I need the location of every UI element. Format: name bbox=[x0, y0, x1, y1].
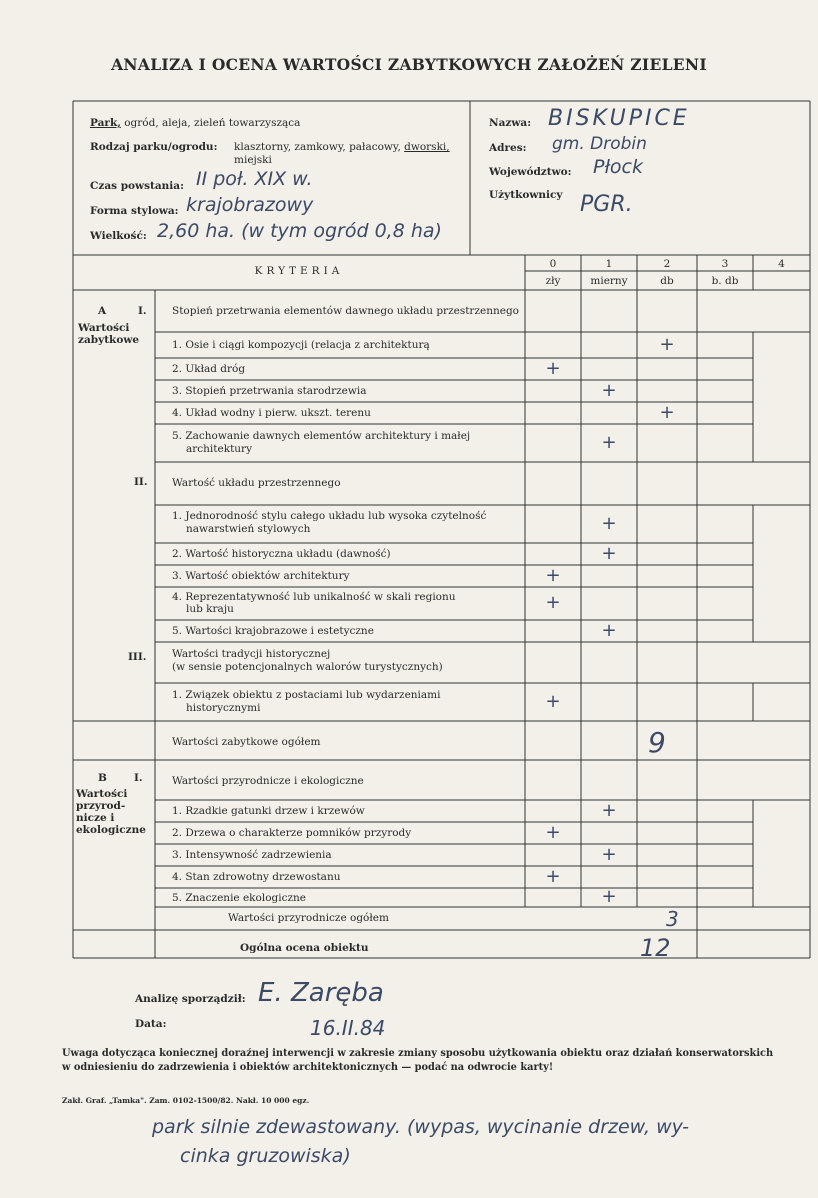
wojewodztwo-value: Płock bbox=[593, 156, 643, 178]
score-mark: + bbox=[545, 358, 561, 379]
park-type-park: Park, bbox=[90, 117, 121, 129]
b-total-value: 3 bbox=[666, 907, 679, 931]
row-8-label: 4. Reprezentatywność lub unikalność w skali regionu bbox=[172, 591, 456, 603]
park-type-rest: ogród, aleja, zieleń towarzysząca bbox=[124, 117, 301, 129]
uzytkownicy-label: Użytkownicy bbox=[489, 189, 563, 201]
group-a3-line1: Wartości tradycji historycznej bbox=[172, 648, 331, 660]
a-total-label: Wartości zabytkowe ogółem bbox=[172, 736, 321, 748]
data-value: 16.II.84 bbox=[310, 1016, 386, 1040]
row-10-label: 1. Związek obiektu z postaciami lub wydarzeniami bbox=[172, 689, 441, 701]
overall-value: 12 bbox=[640, 934, 671, 962]
czas-label: Czas powstania: bbox=[90, 180, 184, 192]
row-5-label: 1. Jednorodność stylu całego układu lub wysoka czytelność bbox=[172, 510, 487, 522]
row-14-label: 4. Stan zdrowotny drzewostanu bbox=[172, 871, 341, 883]
row-4-label2: architektury bbox=[186, 443, 253, 455]
notice-line1: Uwaga dotycząca koniecznej doraźnej interwencji w zakresie zmiany sposobu użytkowania obiektu oraz działań konserwatorskich bbox=[62, 1048, 774, 1059]
score-mark: + bbox=[601, 844, 617, 865]
score-mark: + bbox=[601, 543, 617, 564]
col-4-num: 4 bbox=[778, 258, 785, 270]
score-mark: + bbox=[601, 800, 617, 821]
col-1-num: 1 bbox=[605, 258, 613, 270]
score-mark: + bbox=[601, 620, 617, 641]
hand-note-line1: park silnie zdewastowany. (wypas, wycinanie drzew, wy- bbox=[152, 1116, 690, 1138]
group-a1: Stopień przetrwania elementów dawnego układu przestrzennego bbox=[172, 305, 519, 317]
col-2-word: db bbox=[660, 275, 674, 287]
kryteria-label: KRYTERIA bbox=[254, 265, 344, 277]
hand-note-line2: cinka gruzowiska) bbox=[180, 1145, 351, 1167]
group-b1: Wartości przyrodnicze i ekologiczne bbox=[172, 775, 364, 787]
nazwa-label: Nazwa: bbox=[489, 117, 532, 129]
row-1-label: 2. Układ dróg bbox=[172, 363, 246, 375]
row-7-label: 3. Wartość obiektów architektury bbox=[172, 570, 350, 582]
wielkosc-label: Wielkość: bbox=[90, 230, 147, 242]
rodzaj-v2: dworski, bbox=[404, 141, 450, 153]
col-0-num: 0 bbox=[549, 258, 557, 270]
score-mark: + bbox=[659, 402, 675, 423]
row-8-label2: lub kraju bbox=[186, 603, 234, 615]
wielkosc-value: 2,60 ha. (w tym ogród 0,8 ha) bbox=[157, 220, 442, 242]
analiza-signature: E. Zaręba bbox=[258, 978, 384, 1008]
b-total-label: Wartości przyrodnicze ogółem bbox=[228, 912, 389, 924]
col-3-word: b. db bbox=[711, 275, 739, 287]
row-5-label2: nawarstwień stylowych bbox=[186, 523, 311, 535]
section-b-roman: I. bbox=[134, 772, 143, 784]
row-3-label: 4. Układ wodny i pierw. ukszt. terenu bbox=[172, 407, 371, 419]
section-a-letter: A bbox=[98, 305, 107, 317]
score-mark: + bbox=[659, 334, 675, 355]
section-b-label: Wartości przyrod-nicze i ekologiczne bbox=[76, 788, 146, 836]
score-mark: + bbox=[545, 691, 561, 712]
row-4-label: 5. Zachowanie dawnych elementów architektury i małej bbox=[172, 430, 471, 442]
score-mark: + bbox=[601, 380, 617, 401]
a-total-value: 9 bbox=[648, 726, 666, 759]
czas-value: II poł. XIX w. bbox=[196, 168, 313, 190]
wojewodztwo-label: Województwo: bbox=[489, 166, 572, 178]
col-3-num: 3 bbox=[721, 258, 729, 270]
score-mark: + bbox=[601, 513, 617, 534]
section-a-label: Wartości zabytkowe bbox=[78, 322, 140, 346]
row-0-label: 1. Osie i ciągi kompozycji (relacja z architekturą bbox=[172, 339, 430, 351]
page-title: ANALIZA I OCENA WARTOŚCI ZABYTKOWYCH ZAŁOŻEŃ ZIELENI bbox=[111, 55, 707, 74]
adres-label: Adres: bbox=[489, 142, 527, 154]
row-13-label: 3. Intensywność zadrzewienia bbox=[172, 849, 332, 861]
score-mark: + bbox=[545, 592, 561, 613]
group-a2: Wartość układu przestrzennego bbox=[172, 477, 341, 489]
section-b-letter: B bbox=[98, 772, 107, 784]
section-a-roman: I. bbox=[138, 305, 147, 317]
col-2-num: 2 bbox=[663, 258, 671, 270]
col-1-word: mierny bbox=[590, 275, 628, 287]
rodzaj-label: Rodzaj parku/ogrodu: bbox=[90, 141, 218, 153]
row-12-label: 2. Drzewa o charakterze pomników przyrody bbox=[172, 827, 412, 839]
notice-line2: w odniesieniu do zadrzewienia i obiektów architektonicznych — podać na odwrocie karty! bbox=[62, 1062, 554, 1073]
rodzaj-v1: klasztorny, zamkowy, pałacowy, bbox=[234, 141, 401, 153]
adres-value: gm. Drobin bbox=[552, 134, 647, 154]
forma-label: Forma stylowa: bbox=[90, 205, 179, 217]
print-info: Zakł. Graf. „Tamka". Zam. 0102-1500/82. Nakł. 10 000 egz. bbox=[62, 1096, 310, 1105]
uzytkownicy-value: PGR. bbox=[580, 192, 633, 217]
row-15-label: 5. Znaczenie ekologiczne bbox=[172, 892, 307, 904]
rodzaj-values bbox=[234, 141, 450, 153]
overall-label: Ogólna ocena obiektu bbox=[240, 942, 369, 954]
score-mark: + bbox=[601, 886, 617, 907]
score-mark: + bbox=[545, 866, 561, 887]
nazwa-value: BISKUPICE bbox=[548, 106, 690, 131]
group-a3-roman: III. bbox=[128, 651, 147, 663]
row-6-label: 2. Wartość historyczna układu (dawność) bbox=[172, 548, 391, 560]
row-10-label2: historycznymi bbox=[186, 702, 261, 714]
rodzaj-v3: miejski bbox=[234, 154, 272, 166]
forma-value: krajobrazowy bbox=[186, 194, 314, 216]
row-2-label: 3. Stopień przetrwania starodrzewia bbox=[172, 385, 367, 397]
group-a2-roman: II. bbox=[134, 476, 148, 488]
data-label: Data: bbox=[135, 1018, 167, 1030]
park-type-line bbox=[90, 117, 300, 129]
analiza-label: Analizę sporządził: bbox=[135, 993, 246, 1005]
score-mark: + bbox=[601, 432, 617, 453]
col-0-word: zły bbox=[545, 275, 561, 287]
score-mark: + bbox=[545, 822, 561, 843]
score-mark: + bbox=[545, 565, 561, 586]
row-9-label: 5. Wartości krajobrazowe i estetyczne bbox=[172, 625, 374, 637]
group-a3-line2: (w sensie potencjonalnych walorów turystycznych) bbox=[172, 661, 443, 673]
row-11-label: 1. Rzadkie gatunki drzew i krzewów bbox=[172, 805, 365, 817]
